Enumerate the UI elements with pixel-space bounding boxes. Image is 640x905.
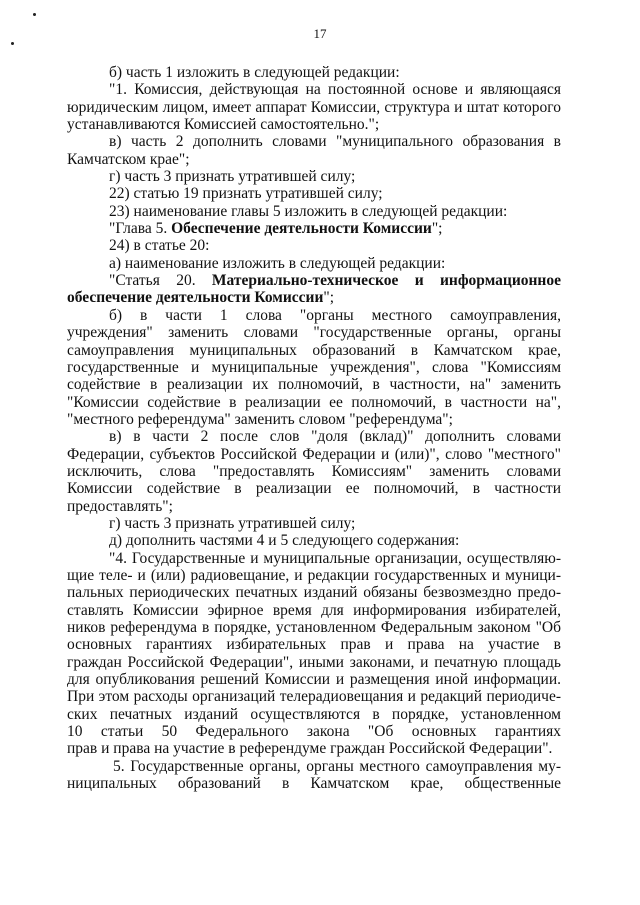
text-line: 24) в статье 20:: [109, 237, 210, 255]
article-prefix: "Статья 20.: [109, 272, 212, 290]
text-line: [67, 289, 561, 306]
text-line: [67, 220, 561, 237]
article-title-cont: обеспечение деятельности Комиссии: [67, 289, 324, 307]
text-line: основных гарантиях избирательных прав и права на участие в: [67, 636, 561, 654]
text-line: 10 статьи 50 Федерального закона "Об основных гарантиях: [67, 723, 561, 741]
text-line: 5. Государственные органы, органы местного самоуправления му-: [113, 757, 561, 775]
text-line: 23) наименование главы 5 изложить в следующей редакции:: [109, 202, 508, 220]
text-line: ников референдума в порядке, установленном Федеральным законом "Об: [67, 619, 561, 636]
text-line: для опубликования решений Комиссии и размещения иной информации.: [67, 671, 561, 689]
text-line: ставлять Комиссии эфирное время для информирования избирателей,: [67, 601, 561, 619]
scan-speck: [33, 13, 36, 16]
text-line: д) дополнить частями 4 и 5 следующего содержания:: [109, 532, 460, 550]
text-line: [67, 272, 561, 289]
text-line: пальных периодических печатных изданий обязаны безвозмездно предо-: [67, 584, 561, 602]
text-line: "местного референдума" заменить словом "референдума";: [67, 410, 453, 428]
document-body: [67, 64, 561, 792]
text-line: Комиссии содействие в реализации ее полномочий, в частности: [67, 480, 561, 498]
text-line: государственные и муниципальные учреждения", слова "Комиссиям: [67, 358, 561, 376]
text-line: а) наименование изложить в следующей редакции:: [109, 254, 446, 272]
text-line: в) часть 2 дополнить словами "муниципального образования в: [109, 133, 561, 151]
text-line: г) часть 3 признать утратившей силу;: [109, 514, 356, 532]
text-line: б) в части 1 слова "органы местного самоуправления,: [109, 306, 561, 324]
text-line: ниципальных образований в Камчатском крае, общественные: [67, 775, 561, 793]
text-line: Федерации, субъектов Российской Федерации и (или)", слово "местного": [67, 445, 561, 463]
text-line: щие теле- и (или) радиовещание, и редакции государственных и муници-: [67, 566, 561, 584]
article-suffix: ";: [323, 289, 335, 307]
text-line: г) часть 3 признать утратившей силу;: [109, 168, 356, 186]
chapter-suffix: ";: [431, 220, 443, 238]
text-line: прав и права на участие в референдуме граждан Российской Федерации".: [67, 740, 553, 758]
text-line: предоставлять";: [67, 497, 173, 515]
text-line: учреждения" заменить словами "государственные органы, органы: [67, 324, 561, 342]
text-line: 22) статью 19 признать утратившей силу;: [109, 185, 383, 203]
text-line: б) часть 1 изложить в следующей редакции:: [109, 64, 400, 81]
text-line: самоуправления муниципальных образований в Камчатском крае,: [67, 341, 561, 359]
text-line: При этом расходы организаций телерадиовещания и редакций периодиче-: [67, 688, 561, 706]
text-line: граждан Российской Федерации", иными законами, и печатную площадь: [67, 653, 561, 671]
scan-speck: [11, 42, 14, 45]
text-line: устанавливаются Комиссией самостоятельно.";: [67, 116, 380, 134]
page-number: 17: [313, 26, 327, 41]
text-line: "4. Государственные и муниципальные организации, осуществляю-: [109, 549, 561, 567]
text-line: ских печатных изданий осуществляются в порядке, установленном: [67, 705, 561, 723]
text-line: исключить, слова "предоставлять Комиссиям" заменить словами: [67, 462, 561, 480]
text-line: Камчатском крае";: [67, 150, 190, 168]
chapter-title: Обеспечение деятельности Комиссии: [171, 220, 432, 238]
text-line: "Комиссии содействие в реализации ее полномочий, в частности на",: [67, 393, 561, 411]
text-line: содействие в реализации их полномочий, в частности, на" заменить: [67, 376, 561, 394]
text-line: "1. Комиссия, действующая на постоянной основе и являющаяся: [109, 81, 561, 99]
text-line: в) в части 2 после слов "доля (вклад)" дополнить словами: [109, 428, 561, 446]
text-line: юридическим лицом, имеет аппарат Комиссии, структура и штат которого: [67, 98, 561, 116]
article-title: Материально-техническое и информационное: [211, 272, 561, 290]
chapter-prefix: "Глава 5.: [109, 220, 172, 238]
